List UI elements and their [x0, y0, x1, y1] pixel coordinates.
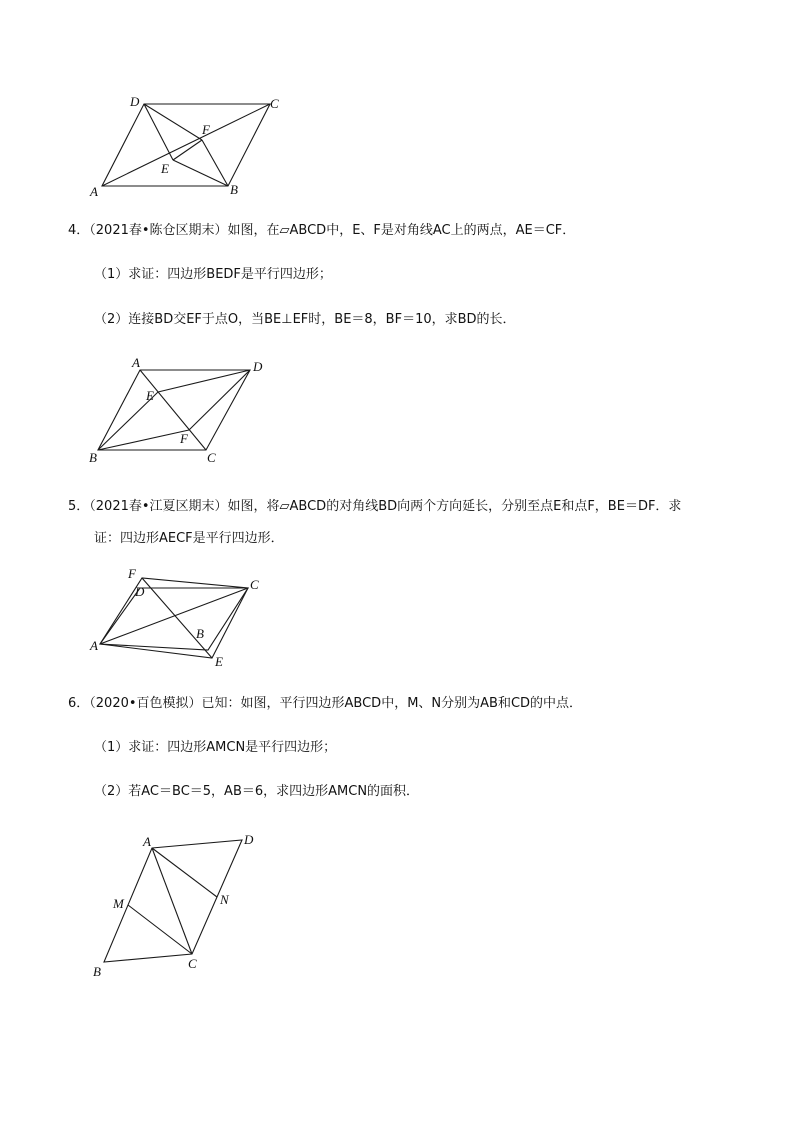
segment-a-f: [102, 104, 270, 186]
label-a: A: [143, 834, 151, 849]
quadrilateral-aecf: [100, 578, 248, 658]
diagonal-a-c: [140, 370, 206, 450]
label-e: E: [146, 388, 154, 403]
label-f: F: [128, 566, 136, 581]
label-c: C: [270, 96, 279, 111]
figure-parallelogram-top: [80, 88, 320, 208]
label-d: D: [135, 584, 145, 599]
segment-b-f: [98, 430, 189, 450]
label-c: C: [250, 577, 259, 592]
label-d: D: [253, 359, 263, 374]
problem-4-part-2: （2）连接BD交EF于点O，当BE⊥EF时，BE＝8，BF＝10，求BD的长．: [94, 312, 516, 327]
figure-problem-5: [80, 562, 280, 672]
problem-4-part-1: （1）求证：四边形BEDF是平行四边形；: [94, 267, 332, 282]
label-d: D: [244, 832, 254, 847]
label-e: E: [161, 161, 169, 176]
diagonal-f-e: [142, 578, 212, 658]
segment-d-f: [144, 104, 202, 140]
segment-d-f: [189, 370, 250, 430]
label-f: F: [180, 431, 188, 446]
label-b: B: [230, 182, 238, 197]
parallelogram-abcd: [100, 588, 248, 650]
figure-problem-4: [80, 352, 280, 472]
label-b: B: [89, 450, 97, 465]
problem-5-stem-line-2: 证：四边形AECF是平行四边形．: [94, 531, 284, 546]
segment-d-e: [158, 370, 250, 392]
segment-e-b: [173, 160, 228, 186]
problem-6-part-1: （1）求证：四边形AMCN是平行四边形；: [94, 740, 337, 755]
label-a: A: [90, 184, 98, 199]
figure-problem-6: [80, 826, 280, 986]
diagonal-a-c: [100, 588, 248, 644]
label-b: B: [196, 626, 204, 641]
segment-e-f: [173, 140, 202, 160]
problem-6-stem: 6．（2020•百色模拟）已知：如图，平行四边形ABCD中，M、N分别为AB和CD的中点．: [68, 696, 583, 711]
label-b: B: [93, 964, 101, 979]
label-c: C: [188, 956, 197, 971]
segment-f-b: [202, 140, 228, 186]
label-c: C: [207, 450, 216, 465]
label-m: M: [113, 896, 124, 911]
label-n: N: [220, 892, 229, 907]
label-e: E: [215, 654, 223, 669]
problem-4-stem: 4．（2021春•陈仓区期末）如图，在▱ABCD中，E、F是对角线AC上的两点，AE＝CF．: [68, 223, 576, 238]
label-d: D: [130, 94, 140, 109]
problem-6-part-2: （2）若AC＝BC＝5，AB＝6，求四边形AMCN的面积．: [94, 784, 420, 799]
label-a: A: [90, 638, 98, 653]
parallelogram-abcd: [98, 370, 250, 450]
label-f: F: [202, 122, 210, 137]
problem-5-stem-line-1: 5．（2021春•江夏区期末）如图，将▱ABCD的对角线BD向两个方向延长，分别至点E和点F，BE＝DF．求: [68, 499, 682, 514]
label-a: A: [132, 355, 140, 370]
